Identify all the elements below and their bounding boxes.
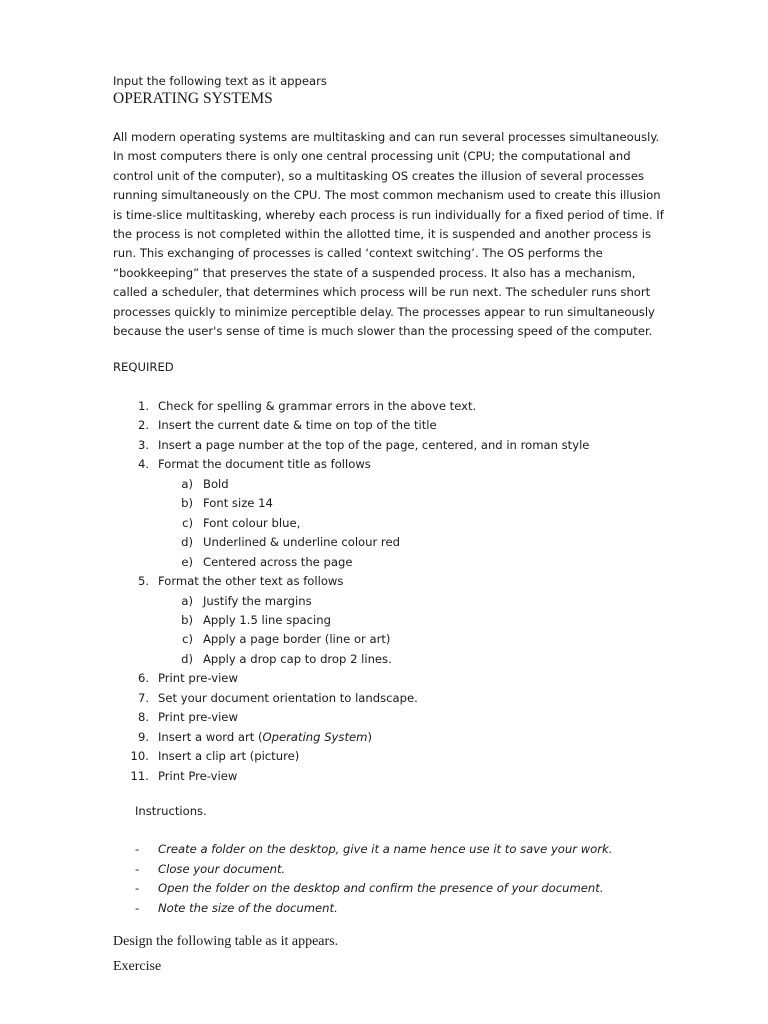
sub-task-item — [113, 613, 658, 631]
task-number: 1. — [137, 399, 149, 413]
bullet-dash: - — [135, 881, 140, 896]
task-item — [113, 730, 658, 748]
task-text: Format the document title as follows — [158, 457, 371, 472]
task-italic-text: Operating System — [262, 729, 368, 744]
task-text: Format the other text as follows — [158, 574, 344, 589]
document-title: OPERATING SYSTEMS — [113, 90, 273, 107]
paragraph-line: In most computers there is only one central processing unit (CPU; the computational and — [113, 149, 631, 164]
paragraph-line: “bookkeeping” that preserves the state of a suspended process. It also has a mechanism, — [113, 265, 636, 280]
task-number: 3. — [137, 437, 149, 452]
paragraph-line: All modern operating systems are multitasking and can run several processes simultaneously. — [113, 130, 660, 144]
task-text: Centered across the page — [203, 554, 353, 569]
body-paragraph — [113, 128, 664, 341]
task-item — [113, 769, 658, 787]
task-item — [113, 457, 658, 475]
sub-task-item — [113, 535, 658, 553]
task-number: c) — [182, 632, 193, 647]
task-text: Insert the current date & time on top of the title — [158, 418, 437, 433]
paragraph-line: running simultaneously on the CPU. The most common mechanism used to create this illusion — [113, 188, 661, 203]
task-item — [113, 691, 658, 709]
task-text: Insert a word art (Operating System) — [158, 729, 372, 744]
paragraph-line: processes quickly to minimize perceptible delay. The processes appear to run simultaneously — [113, 304, 655, 319]
task-text: Print pre-view — [158, 671, 238, 686]
task-number: a) — [181, 593, 193, 608]
task-number: 2. — [137, 418, 149, 433]
task-number: b) — [181, 612, 193, 627]
bullet-dash: - — [135, 861, 140, 876]
required-heading: REQUIRED — [113, 360, 174, 374]
sub-task-item — [113, 477, 658, 495]
design-table-line: Design the following table as it appears. — [113, 934, 339, 949]
task-text: Print Pre-view — [158, 768, 238, 783]
task-number: a) — [181, 476, 193, 491]
intro-line: Input the following text as it appears — [113, 74, 327, 88]
paragraph-line: the process is not completed within the allotted time, it is suspended and another process is — [113, 227, 652, 242]
task-number: c) — [182, 515, 193, 530]
instruction-text: Open the folder on the desktop and confirm the presence of your document. — [158, 881, 604, 896]
sub-task-item — [113, 516, 658, 534]
bullet-dash: - — [135, 900, 140, 915]
task-item — [113, 438, 658, 456]
task-text: Font colour blue, — [203, 515, 301, 530]
task-text: Print pre-view — [158, 710, 238, 725]
task-number: 10. — [130, 749, 149, 764]
task-text: Apply a page border (line or art) — [203, 632, 391, 647]
task-item — [113, 710, 658, 728]
task-text: Font size 14 — [203, 496, 273, 511]
task-text: Check for spelling & grammar errors in the above text. — [158, 399, 477, 413]
task-text: Apply a drop cap to drop 2 lines. — [203, 651, 392, 666]
paragraph-line: control unit of the computer), so a multitasking OS creates the illusion of several processes — [113, 168, 644, 183]
task-text: Insert a page number at the top of the page, centered, and in roman style — [158, 437, 590, 452]
task-item — [113, 574, 658, 592]
instructions-heading: Instructions. — [135, 804, 207, 818]
instruction-item — [113, 842, 658, 860]
task-item — [113, 671, 658, 689]
task-text: Underlined & underline colour red — [203, 535, 400, 550]
task-number: 7. — [137, 690, 149, 705]
sub-task-item — [113, 496, 658, 514]
task-item — [113, 749, 658, 767]
instruction-text: Create a folder on the desktop, give it a name hence use it to save your work. — [158, 842, 613, 856]
task-text: Insert a clip art (picture) — [158, 749, 300, 764]
instruction-text: Close your document. — [158, 861, 286, 876]
task-number: 9. — [137, 729, 149, 744]
paragraph-line: run. This exchanging of processes is called ‘context switching’. The OS performs the — [113, 246, 603, 261]
task-item — [113, 418, 658, 436]
task-number: d) — [181, 651, 193, 666]
sub-task-item — [113, 555, 658, 573]
instruction-text: Note the size of the document. — [158, 900, 338, 915]
task-number: 8. — [137, 710, 149, 725]
task-text: Apply 1.5 line spacing — [203, 612, 331, 627]
task-number: 6. — [137, 671, 149, 686]
task-text: Justify the margins — [203, 593, 312, 608]
sub-task-item — [113, 594, 658, 612]
sub-task-item — [113, 652, 658, 670]
paragraph-line: is time-slice multitasking, whereby each process is run individually for a fixed period of time. If — [113, 207, 664, 222]
exercise-label: Exercise — [113, 959, 162, 974]
task-item — [113, 399, 658, 417]
instruction-item — [113, 881, 658, 899]
sub-task-item — [113, 632, 658, 650]
bullet-dash: - — [135, 842, 140, 856]
paragraph-line: called a scheduler, that determines which process will be run next. The scheduler runs short — [113, 285, 651, 300]
task-text: Bold — [203, 476, 229, 491]
task-number: 4. — [137, 457, 149, 472]
paragraph-line: because the user's sense of time is much slower than the processing speed of the computer. — [113, 324, 653, 339]
task-number: b) — [181, 496, 193, 511]
task-number: d) — [181, 535, 193, 550]
task-number: e) — [181, 554, 193, 569]
instruction-item — [113, 901, 658, 919]
instruction-item — [113, 862, 658, 880]
task-number: 5. — [137, 574, 149, 589]
task-text: Set your document orientation to landscape. — [158, 690, 418, 705]
task-number: 11. — [130, 768, 149, 783]
